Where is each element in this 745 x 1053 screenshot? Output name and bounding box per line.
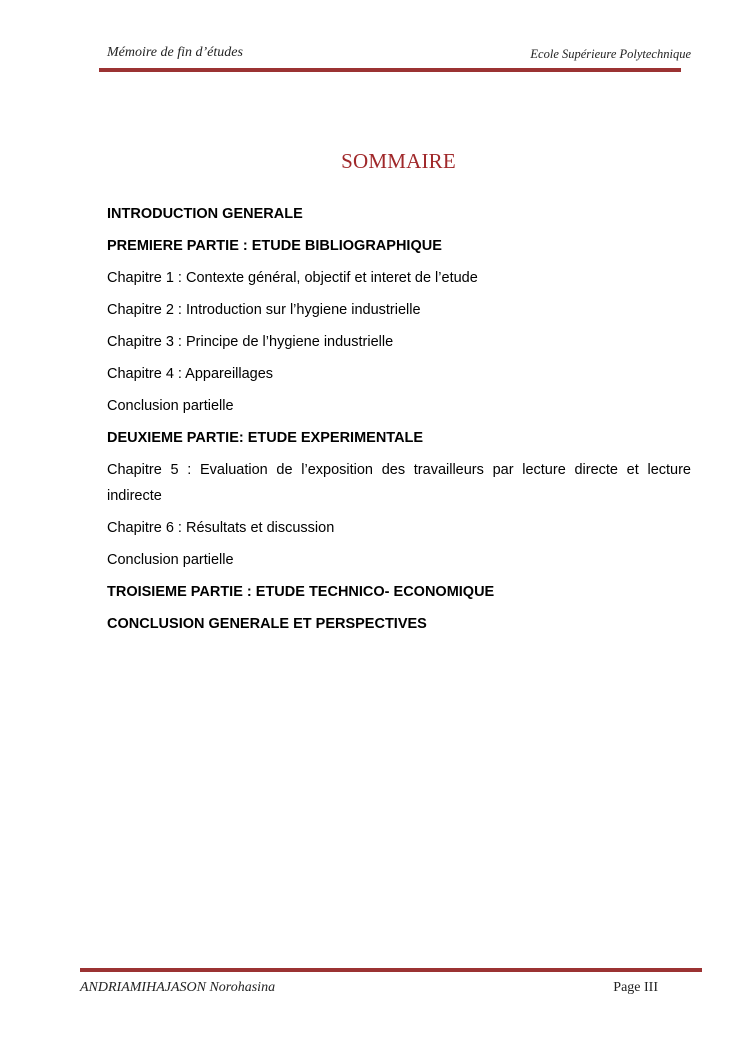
toc-entry-conclusion-partielle-1: Conclusion partielle	[107, 398, 234, 414]
toc-entry-part-2: DEUXIEME PARTIE: ETUDE EXPERIMENTALE	[107, 430, 424, 446]
toc-entry-conclusion-partielle-2: Conclusion partielle	[107, 552, 234, 568]
header-school-name: Ecole Supérieure Polytechnique	[530, 47, 691, 61]
header-rule	[99, 68, 681, 72]
toc-entry-conclusion-generale: CONCLUSION GENERALE ET PERSPECTIVES	[107, 616, 427, 632]
table-of-contents	[107, 201, 691, 643]
footer-author: ANDRIAMIHAJASON Norohasina	[80, 980, 276, 995]
toc-entry-chapter-1: Chapitre 1 : Contexte général, objectif et interet de l’etude	[107, 270, 478, 286]
toc-entry-chapter-6: Chapitre 6 : Résultats et discussion	[107, 520, 335, 536]
toc-entry-part-1: PREMIERE PARTIE : ETUDE BIBLIOGRAPHIQUE	[107, 238, 442, 254]
footer-rule	[80, 968, 702, 972]
header-document-title: Mémoire de fin d’études	[107, 45, 243, 60]
toc-entry-chapter-3: Chapitre 3 : Principe de l’hygiene industrielle	[107, 334, 394, 350]
page-title: SOMMAIRE	[341, 149, 456, 173]
toc-entry-introduction: INTRODUCTION GENERALE	[107, 206, 303, 222]
footer-page-number: Page III	[613, 980, 658, 995]
toc-entry-chapter-4: Chapitre 4 : Appareillages	[107, 366, 274, 382]
toc-entry-part-3: TROISIEME PARTIE : ETUDE TECHNICO- ECONOMIQUE	[107, 584, 495, 600]
toc-entry-chapter-2: Chapitre 2 : Introduction sur l’hygiene industrielle	[107, 302, 421, 318]
toc-entry-chapter-5: Chapitre 5 : Evaluation de l’exposition des travailleurs par lecture directe et lecture indirecte	[107, 462, 691, 504]
